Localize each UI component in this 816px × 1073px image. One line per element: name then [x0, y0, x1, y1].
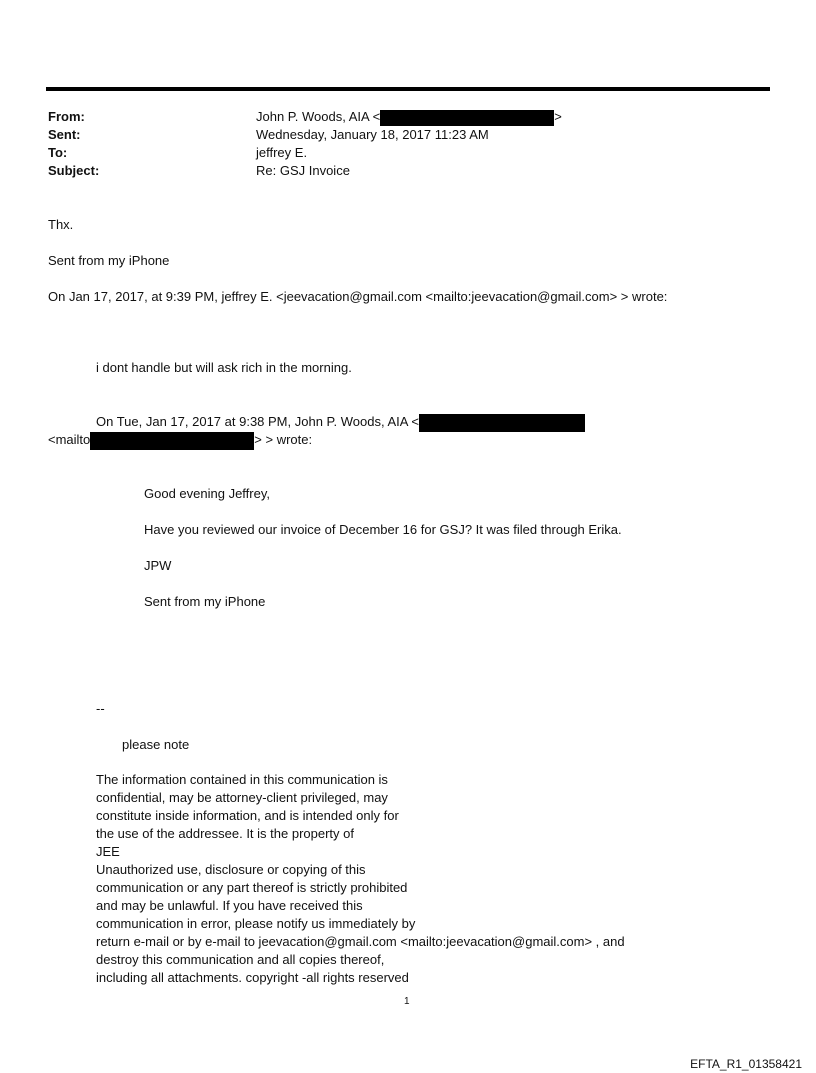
page-number: 1	[404, 996, 410, 1007]
signature-dashes: --	[96, 701, 105, 716]
disclaimer-line: confidential, may be attorney-client privileged, may	[96, 790, 388, 805]
redaction-block	[419, 414, 585, 432]
disclaimer-line: return e-mail or by e-mail to jeevacation@gmail.com <mailto:jeevacation@gmail.com> , and	[96, 934, 625, 949]
disclaimer-line: communication or any part thereof is strictly prohibited	[96, 880, 408, 895]
from-value	[256, 108, 562, 126]
disclaimer-line: destroy this communication and all copies thereof,	[96, 952, 385, 967]
nested-intro-a	[96, 413, 585, 432]
disclaimer-line: communication in error, please notify us immediately by	[96, 916, 416, 931]
redaction-block	[90, 432, 254, 450]
redaction-block	[380, 110, 554, 126]
nested-intro-text: On Tue, Jan 17, 2017 at 9:38 PM, John P. Woods, AIA <	[96, 414, 419, 429]
quote-intro: On Jan 17, 2017, at 9:39 PM, jeffrey E. <jeevacation@gmail.com <mailto:jeevacation@gmail.com> > wrote:	[48, 289, 668, 304]
disclaimer-line: including all attachments. copyright -all rights reserved	[96, 970, 409, 985]
sent-label: Sent:	[48, 127, 81, 142]
body-sent-from: Sent from my iPhone	[48, 253, 170, 268]
sent-from-iphone: Sent from my iPhone	[144, 594, 266, 609]
from-name: John P. Woods, AIA <	[256, 109, 381, 124]
disclaimer-line: and may be unlawful. If you have received this	[96, 898, 363, 913]
signature-initials: JPW	[144, 558, 172, 573]
document-id: EFTA_R1_01358421	[690, 1057, 802, 1071]
disclaimer-line: constitute inside information, and is intended only for	[96, 808, 399, 823]
disclaimer-line: Unauthorized use, disclosure or copying of this	[96, 862, 366, 877]
subject-label: Subject:	[48, 163, 100, 178]
header-rule	[46, 87, 770, 91]
disclaimer-line: The information contained in this communication is	[96, 772, 388, 787]
from-end: >	[554, 109, 562, 124]
disclaimer-line: JEE	[96, 844, 120, 859]
body-thx: Thx.	[48, 217, 74, 232]
reply-line: i dont handle but will ask rich in the morning.	[96, 360, 352, 375]
please-note: please note	[122, 737, 190, 752]
sent-value: Wednesday, January 18, 2017 11:23 AM	[256, 127, 489, 142]
nested-intro-b	[48, 431, 312, 450]
from-label: From:	[48, 109, 85, 124]
subject-value: Re: GSJ Invoice	[256, 163, 350, 178]
mailto-suffix: > > wrote:	[254, 432, 313, 447]
to-label: To:	[48, 145, 68, 160]
greeting: Good evening Jeffrey,	[144, 486, 270, 501]
invoice-question: Have you reviewed our invoice of December 16 for GSJ? It was filed through Erika.	[144, 522, 622, 537]
mailto-prefix: <mailto	[48, 432, 91, 447]
disclaimer-line: the use of the addressee. It is the property of	[96, 826, 354, 841]
to-value: jeffrey E.	[256, 145, 308, 160]
